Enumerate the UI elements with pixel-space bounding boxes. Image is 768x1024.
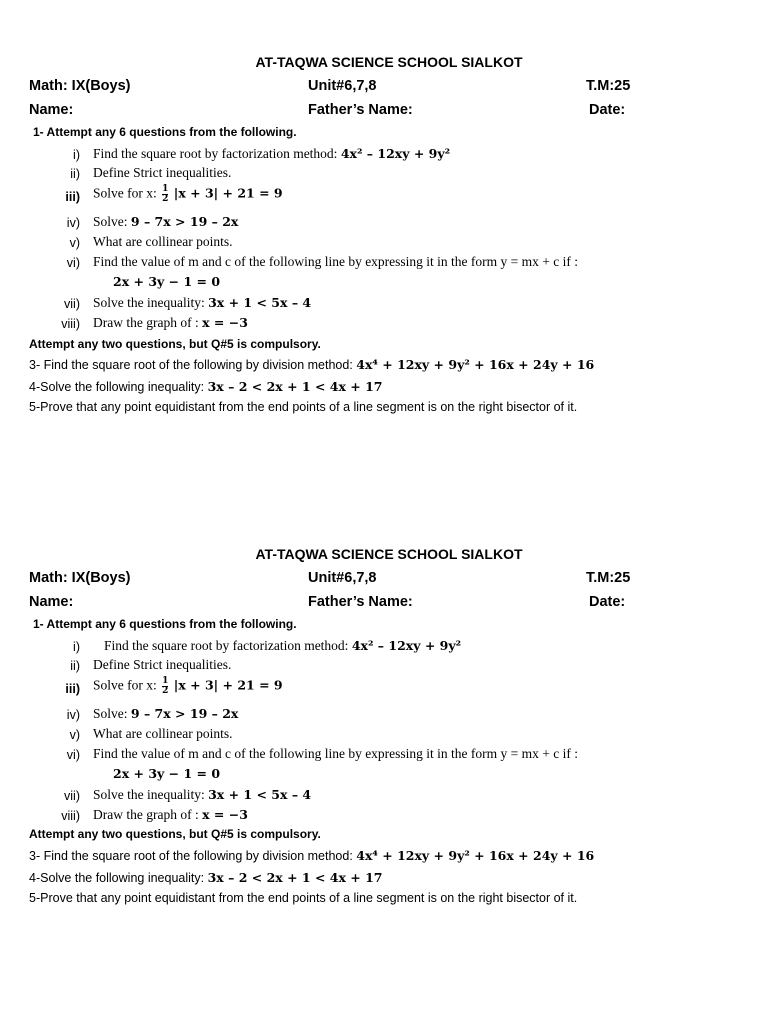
question-i — [93, 146, 450, 162]
total-marks-label: T.M:25 — [586, 570, 631, 586]
question-math: |x + 3| + 21 = 9 — [173, 185, 283, 201]
question-text: 4-Solve the following inequality: — [29, 871, 205, 885]
question-v: What are collinear points. — [93, 726, 233, 741]
question-ii: Define Strict inequalities. — [93, 165, 232, 180]
question-text: Solve for x: — [93, 677, 157, 693]
question-vi: Find the value of m and c of the following line by expressing it in the form y = mx + c if : — [93, 254, 579, 269]
section-2-heading: Attempt any two questions, but Q#5 is compulsory. — [29, 827, 321, 841]
question-text: Solve for x: — [93, 185, 157, 201]
question-math: 3x – 2 < 2x + 1 < 4x + 17 — [207, 870, 383, 885]
question-ii: Define Strict inequalities. — [93, 657, 232, 672]
name-label: Name: — [29, 594, 74, 610]
question-text: 4-Solve the following inequality: — [29, 380, 205, 394]
question-math: 4x⁴ + 12xy + 9y² + 16x + 24y + 16 — [356, 848, 595, 863]
question-math: 3x – 2 < 2x + 1 < 4x + 17 — [207, 379, 383, 394]
question-number: ii) — [70, 659, 80, 673]
question-text: Solve: — [93, 214, 128, 229]
section-2-heading: Attempt any two questions, but Q#5 is compulsory. — [29, 337, 321, 351]
question-number: viii) — [61, 809, 80, 823]
exam-paper — [0, 52, 768, 472]
date-label: Date: — [589, 102, 626, 118]
question-math: 9 – 7x > 19 – 2x — [130, 214, 239, 229]
question-i — [104, 638, 461, 654]
question-number: i) — [73, 640, 80, 654]
question-3 — [29, 357, 594, 372]
question-text: Solve the inequality: — [93, 787, 205, 802]
exam-paper — [0, 544, 768, 964]
question-math: 4x² – 12xy + 9y² — [351, 638, 462, 653]
total-marks-label: T.M:25 — [586, 78, 631, 94]
subject-label: Math: IX(Boys) — [29, 570, 131, 586]
fraction: $\frac{1}{2}$ — [162, 184, 169, 204]
school-title: AT-TAQWA SCIENCE SCHOOL SIALKOT — [255, 54, 523, 70]
section-1-heading: 1- Attempt any 6 questions from the following. — [33, 617, 297, 631]
question-4 — [29, 379, 383, 394]
question-number: v) — [69, 236, 80, 250]
question-math: x = −3 — [202, 315, 248, 330]
question-iv — [93, 706, 238, 722]
question-math: 3x + 1 < 5x – 4 — [208, 295, 312, 310]
question-number: vii) — [64, 297, 80, 311]
question-number: vi) — [66, 256, 80, 270]
question-number: v) — [69, 728, 80, 742]
name-label: Name: — [29, 102, 74, 118]
question-vi: Find the value of m and c of the following line by expressing it in the form y = mx + c if : — [93, 746, 579, 761]
question-5: 5-Prove that any point equidistant from the end points of a line segment is on the right bisector of it. — [29, 400, 578, 414]
school-title: AT-TAQWA SCIENCE SCHOOL SIALKOT — [255, 546, 523, 562]
question-iv — [93, 214, 238, 230]
father-name-label: Father’s Name: — [308, 102, 413, 118]
fraction: $\frac{1}{2}$ — [162, 676, 169, 696]
question-text: Find the square root by factorization method: — [93, 146, 338, 161]
father-name-label: Father’s Name: — [308, 594, 413, 610]
question-math: 4x² – 12xy + 9y² — [340, 146, 451, 161]
question-math: 9 – 7x > 19 – 2x — [130, 706, 239, 721]
subject-label: Math: IX(Boys) — [29, 78, 131, 94]
question-3 — [29, 848, 594, 863]
question-text: Find the square root by factorization method: — [104, 638, 349, 653]
question-number: i) — [73, 148, 80, 162]
question-number: viii) — [61, 317, 80, 331]
unit-label: Unit#6,7,8 — [308, 570, 377, 586]
question-text: Draw the graph of : — [93, 315, 199, 330]
question-number: iii) — [65, 190, 80, 204]
question-number: vii) — [64, 789, 80, 803]
question-number: ii) — [70, 167, 80, 181]
date-label: Date: — [589, 594, 626, 610]
question-vii — [93, 787, 311, 803]
question-text: Solve the inequality: — [93, 295, 205, 310]
question-text: Solve: — [93, 706, 128, 721]
question-iii — [93, 677, 283, 696]
question-5: 5-Prove that any point equidistant from the end points of a line segment is on the right bisector of it. — [29, 891, 578, 905]
question-text: 3- Find the square root of the following by division method: — [29, 849, 353, 863]
question-vi-equation: 2x + 3y − 1 = 0 — [113, 766, 221, 781]
question-text: 3- Find the square root of the following by division method: — [29, 358, 353, 372]
question-viii — [93, 315, 248, 331]
question-vii — [93, 295, 311, 311]
question-v: What are collinear points. — [93, 234, 233, 249]
question-vi-equation: 2x + 3y − 1 = 0 — [113, 274, 221, 289]
question-viii — [93, 807, 248, 823]
question-number: iv) — [66, 708, 80, 722]
question-math: 4x⁴ + 12xy + 9y² + 16x + 24y + 16 — [356, 357, 595, 372]
question-4 — [29, 870, 383, 885]
unit-label: Unit#6,7,8 — [308, 78, 377, 94]
question-math: |x + 3| + 21 = 9 — [173, 677, 283, 693]
question-iii — [93, 185, 283, 204]
question-number: iii) — [65, 682, 80, 696]
section-1-heading: 1- Attempt any 6 questions from the following. — [33, 125, 297, 139]
question-text: Draw the graph of : — [93, 807, 199, 822]
question-math: 3x + 1 < 5x – 4 — [208, 787, 312, 802]
question-math: x = −3 — [202, 807, 248, 822]
question-number: vi) — [66, 748, 80, 762]
question-number: iv) — [66, 216, 80, 230]
